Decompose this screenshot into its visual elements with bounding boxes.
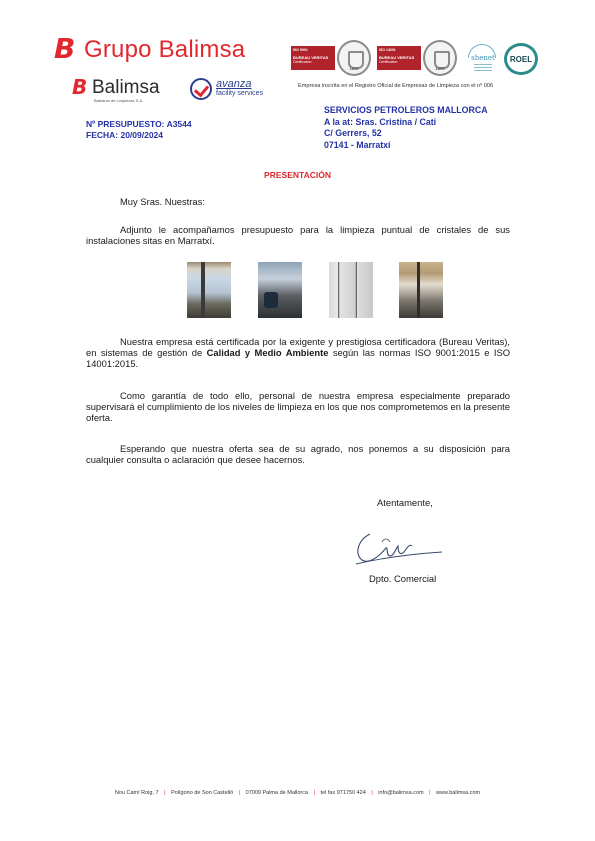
paragraph-closing <box>86 443 510 465</box>
avanza-check-icon <box>190 78 212 100</box>
balimsa-small-b-icon: B <box>72 75 88 99</box>
signer-department: Dpto. Comercial <box>369 573 437 584</box>
footer-separator: | <box>313 790 315 796</box>
recipient-city: 07141 - Marratxí <box>324 139 391 150</box>
recipient-street: C/ Gerrers, 52 <box>324 128 382 138</box>
footer-email: info@balimsa.com <box>378 790 424 796</box>
balimsa-b-icon: B <box>54 32 76 65</box>
cert-standard: ISO 9001 <box>293 48 308 52</box>
group-name: Grupo Balimsa <box>84 36 246 63</box>
cert-body: BUREAU VERITAS <box>293 55 329 60</box>
closing-salutation: Atentamente, <box>377 497 433 508</box>
paragraph-certification-text: Nuestra empresa está certificada por la exigente y prestigiosa certificadora (Bureau Veritas), en sistemas de gestión de <box>86 336 510 358</box>
footer-separator: | <box>429 790 431 796</box>
cert-standard: ISO 14001 <box>379 48 396 52</box>
cert-body: BUREAU VERITAS <box>379 55 415 60</box>
avanza-sub: facility services <box>216 90 264 97</box>
seal-year: 1828 <box>435 66 445 71</box>
certification-emphasis: Calidad y Medio Ambiente <box>206 347 329 358</box>
bureau-veritas-seal-icon <box>423 40 457 76</box>
shenet-name: shenet <box>471 54 495 62</box>
company-tagline: Baleares de Limpiezas S.A. <box>94 98 144 103</box>
avanza-name: avanza <box>216 78 252 90</box>
greeting <box>86 196 510 207</box>
shenet-fine-print <box>474 64 492 73</box>
iso-9001-certification <box>291 40 371 76</box>
cert-label: Certification <box>293 60 312 64</box>
bureau-veritas-badge <box>291 46 335 70</box>
footer-phone: tel fax 971750 424 <box>320 790 366 796</box>
quote-number: Nº PRESUPUESTO: A3544 <box>86 119 192 129</box>
company-name: Balimsa <box>92 77 160 98</box>
registry-notice: Empresa inscrita en el Registro Oficial de Empresas de Limpieza con el nº 006 <box>298 83 494 89</box>
footer-separator: | <box>238 790 241 796</box>
paragraph-guarantee-text: Como garantía de todo ello, personal de nuestra empresa especialmente preparado supervisará el cumplimiento de los niveles de limpieza en los que nos comprometemos en la presente oferta. <box>86 390 510 423</box>
paragraph-certification-end: según las normas ISO 9001:2015 e ISO 14001:2015. <box>86 347 510 369</box>
greeting-text: Muy Sras. Nuestras: <box>120 196 205 207</box>
cert-label: Certification <box>379 60 398 64</box>
footer-separator: | <box>164 790 166 796</box>
quote-reference <box>86 119 192 141</box>
facility-photo-office <box>258 262 302 318</box>
paragraph-intro-text: Adjunto le acompañamos presupuesto para la limpieza puntual de cristales de sus instalaciones sitas en Marratxí. <box>86 224 510 246</box>
quote-date: FECHA: 20/09/2024 <box>86 130 164 140</box>
facility-photo-glass-doors <box>329 262 373 318</box>
roel-name: ROEL <box>509 55 533 64</box>
recipient-address <box>324 105 488 151</box>
footer-area: Polígono de Son Castelló <box>171 790 234 796</box>
footer-contact <box>0 790 595 796</box>
paragraph-closing-text: Esperando que nuestra oferta sea de su agrado, nos ponemos a su disposición para cualquier consulta o aclaración que desee hacernos. <box>86 443 510 465</box>
recipient-attention: A la at: Sras. Cristina / Cati <box>324 116 437 127</box>
bureau-veritas-badge <box>377 46 421 70</box>
footer-address: Nou Camí Roig, 7 <box>114 790 159 796</box>
recipient-company: SERVICIOS PETROLEROS MALLORCA <box>324 105 488 115</box>
shenet-logo <box>466 42 500 78</box>
footer-separator: | <box>371 790 373 796</box>
roel-logo <box>504 43 538 75</box>
paragraph-guarantee <box>86 390 510 423</box>
section-heading: PRESENTACIÓN <box>264 170 331 180</box>
seal-year: 1828 <box>349 66 359 71</box>
facility-photo-corridor <box>399 262 443 318</box>
handwritten-signature <box>352 524 444 572</box>
facility-photo-windows <box>187 262 231 318</box>
bureau-veritas-seal-icon <box>337 40 371 76</box>
footer-website: www.balimsa.com <box>436 790 481 796</box>
paragraph-intro <box>86 224 510 246</box>
iso-14001-certification <box>377 40 457 76</box>
paragraph-certification <box>86 336 510 369</box>
footer-postal: 07009 Palma de Mallorca <box>245 790 309 796</box>
